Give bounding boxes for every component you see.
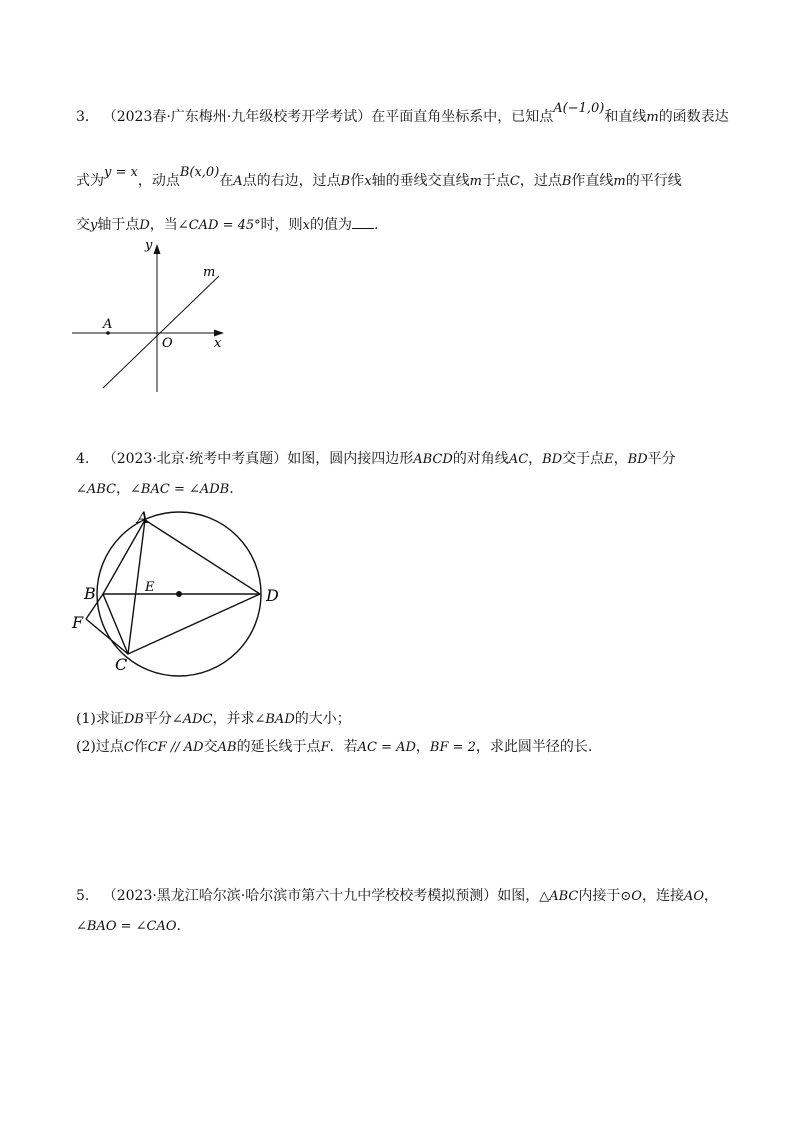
math-equation: BF = 2	[429, 740, 476, 755]
text: 作	[133, 739, 148, 755]
text: 式为	[76, 173, 104, 189]
text: ，	[704, 888, 718, 904]
label-f: F	[72, 613, 84, 632]
text: ，	[415, 739, 430, 755]
math-angle: ∠ABC	[76, 482, 117, 497]
text: 的延长线于点	[236, 739, 321, 755]
math-m: m	[469, 174, 482, 189]
q5-line-2	[76, 917, 181, 936]
text: 平分	[143, 711, 172, 727]
question-number: 4.	[76, 451, 90, 467]
text: 的函数表达	[658, 109, 729, 125]
math-ac: AC	[508, 452, 529, 467]
math-f: F	[320, 740, 330, 755]
text: 的对角线	[452, 451, 509, 467]
label-y: y	[145, 238, 153, 253]
label-o: O	[162, 336, 173, 351]
text: 轴于点	[97, 217, 140, 233]
label-c: C	[115, 655, 128, 674]
text: ，并求	[212, 711, 255, 727]
text: 如图，	[497, 888, 540, 904]
question-source: （2023春·广东梅州·九年级校考开学考试）	[102, 109, 372, 125]
math-equation: y = x	[104, 165, 138, 180]
text: 的平行线	[625, 173, 682, 189]
text: (2)过点	[76, 739, 124, 755]
label-a: A	[103, 317, 113, 332]
math-point-a: A(−1,0)	[553, 101, 605, 116]
q4-part-2	[76, 738, 592, 757]
text: .	[176, 918, 181, 934]
math-triangle: △ABC	[539, 889, 579, 904]
center-dot	[176, 591, 182, 597]
text: 交	[203, 739, 218, 755]
text: ．若	[329, 739, 358, 755]
text: 的大小；	[294, 711, 351, 727]
math-y: y	[90, 218, 98, 233]
math-b: B	[561, 174, 572, 189]
math-x: x	[302, 218, 310, 233]
q4-part-1	[76, 710, 351, 729]
quad-abcd	[103, 520, 260, 654]
math-bd: BD	[627, 452, 648, 467]
math-abcd: ABCD	[413, 452, 453, 467]
text: 交	[76, 217, 90, 233]
math-a: A	[233, 174, 243, 189]
question-number: 5.	[76, 888, 90, 904]
label-x: x	[214, 336, 222, 351]
math-circle-o: ⊙O	[620, 889, 642, 904]
text: 在	[219, 173, 234, 189]
math-equation: AC = AD	[357, 740, 416, 755]
math-point-b: B(x,0)	[179, 165, 220, 180]
segment-fc	[86, 619, 128, 654]
label-e: E	[145, 580, 155, 595]
label-m: m	[203, 265, 216, 280]
text: ，当	[149, 217, 178, 233]
math-ao: AO	[683, 889, 704, 904]
math-bd: BD	[542, 452, 563, 467]
text: 和直线	[604, 109, 647, 125]
text: 的值为	[310, 217, 352, 233]
math-d: D	[139, 218, 150, 233]
label-d: D	[266, 586, 279, 605]
text: ，动点	[137, 173, 180, 189]
math-parallel: CF // AD	[147, 740, 204, 755]
text: ，	[528, 451, 543, 467]
label-b: B	[84, 584, 96, 603]
math-equation: ∠BAC = ∠ADB	[130, 482, 230, 497]
text: ，求此圆半径的长.	[475, 739, 593, 755]
text: 交于点	[562, 451, 605, 467]
math-db: DB	[123, 712, 144, 727]
text: 如图，圆内接四边形	[287, 451, 414, 467]
text: 时，则	[260, 217, 303, 233]
question-number: 3.	[76, 109, 90, 125]
math-x: x	[364, 174, 372, 189]
label-a: A	[137, 508, 149, 527]
text: 在平面直角坐标系中，已知点	[371, 109, 554, 125]
math-m: m	[646, 110, 659, 125]
math-angle: ∠CAD = 45°	[177, 218, 261, 233]
math-c: C	[509, 174, 520, 189]
text: ，连接	[641, 888, 684, 904]
text: .	[374, 217, 379, 233]
math-m: m	[613, 174, 626, 189]
text: .	[229, 481, 234, 497]
text: 作	[350, 173, 365, 189]
text: 平分	[647, 451, 676, 467]
text: ，过点	[519, 173, 562, 189]
math-e: E	[604, 452, 614, 467]
math-angle: ∠ADC	[171, 712, 213, 727]
math-ab: AB	[217, 740, 237, 755]
text: ，	[116, 481, 131, 497]
question-source: （2023·北京·统考中考真题）	[102, 451, 288, 467]
text: 点的右边，过点	[242, 173, 341, 189]
diagonal-ac	[128, 520, 145, 654]
math-c: C	[123, 740, 134, 755]
text: ，	[613, 451, 628, 467]
math-b: B	[340, 174, 351, 189]
text: 作直线	[571, 173, 614, 189]
q5-line-1	[76, 887, 718, 906]
text: 内接于	[578, 888, 621, 904]
text: 于点	[481, 173, 510, 189]
question-source: （2023·黑龙江哈尔滨·哈尔滨市第六十九中学校校考模拟预测）	[102, 888, 498, 904]
math-angle: ∠BAD	[254, 712, 295, 727]
text: (1)求证	[76, 711, 124, 727]
text: 轴的垂线交直线	[371, 173, 470, 189]
math-equation: ∠BAO = ∠CAO	[76, 919, 177, 934]
